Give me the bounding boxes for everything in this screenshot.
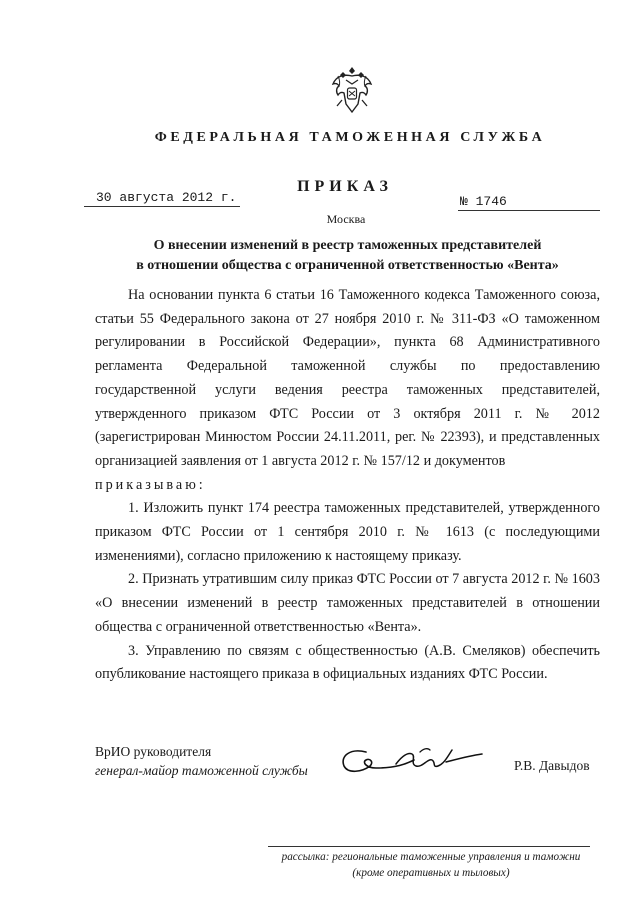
document-date: 30 августа 2012 г. (96, 190, 237, 205)
document-type: ПРИКАЗ (297, 178, 393, 195)
distribution-line-1: рассылка: региональные таможенные управления и таможни (281, 851, 581, 863)
distribution-line-2: (кроме оперативных и тыловых) (352, 867, 510, 879)
handwritten-signature (336, 738, 486, 780)
document-title (95, 236, 600, 276)
signer-name: Р.В. Давыдов (514, 758, 590, 773)
preamble-paragraph: На основании пункта 6 статьи 16 Таможенного кодекса Таможенного союза, статьи 55 Федерального закона от 27 ноября 2010 г. № 311-ФЗ «О таможенном регулировании в Российской Федерации», пункта 68 Административного регламента Федеральной таможенной службы по предоставлению государственной услуги ведения реестра таможенных представителей, утвержденного приказом ФТС России от 3 октября 2011 г. № 2012 (зарегистрирован Минюстом России 24.11.2011, рег. № 22393), и представленных организацией заявления от 1 августа 2012 г. № 157/12 и документов (95, 287, 600, 469)
signer-rank: генерал-майор таможенной службы (95, 763, 308, 778)
coat-of-arms-icon (330, 64, 374, 116)
order-item-1: 1. Изложить пункт 174 реестра таможенных представителей, утвержденного приказом ФТС России от 1 сентября 2010 г. № 1613 (с последующими изменениями), согласно приложению к настоящему приказу. (95, 500, 600, 564)
title-line-1: О внесении изменений в реестр таможенных представителей (153, 238, 542, 253)
document-number: № 1746 (460, 194, 507, 209)
signer-block (95, 742, 308, 780)
order-item-3: 3. Управлению по связям с общественностью (А.В. Смеляков) обеспечить опубликование настоящего приказа в официальных изданиях ФТС России. (95, 642, 600, 683)
document-city: Москва (326, 212, 366, 226)
distribution-separator (268, 846, 590, 847)
order-item-2: 2. Признать утратившим силу приказ ФТС России от 7 августа 2012 г. № 1603 «О внесении изменений в реестр таможенных представителей в отношении общества с ограниченной ответственностью «Вента». (95, 571, 600, 635)
title-line-2: в отношении общества с ограниченной ответственностью «Вента» (136, 258, 559, 273)
date-underline (84, 206, 240, 207)
agency-name: ФЕДЕРАЛЬНАЯ ТАМОЖЕННАЯ СЛУЖБА (154, 130, 546, 145)
number-underline (458, 210, 600, 211)
distribution-list (262, 849, 600, 881)
document-body (95, 284, 600, 687)
signer-position: ВрИО руководителя (95, 744, 212, 759)
order-word: приказываю: (95, 476, 206, 493)
